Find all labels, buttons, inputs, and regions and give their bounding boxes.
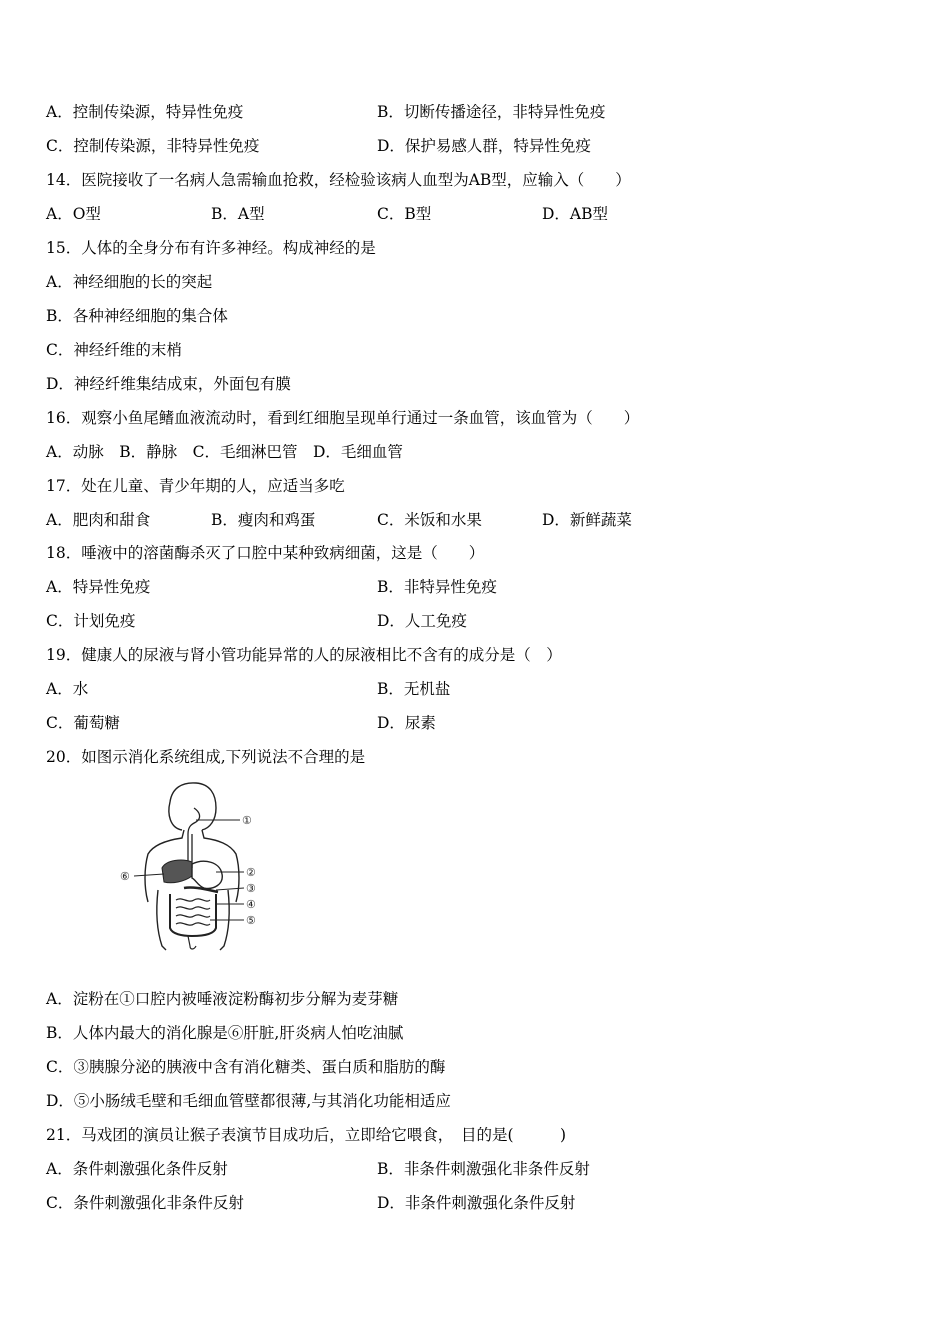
figure-label-6: ⑥ [120,870,130,883]
q19-option-a: A．水 [46,680,89,698]
small-intestine [176,899,210,949]
q17-option-a: A．肥肉和甜食 [46,511,151,529]
esophagus [188,808,200,868]
q18-option-c: C．计划免疫 [46,612,136,630]
q13-option-d: D．保护易感人群，特异性免疫 [377,137,591,155]
q19-option-b: B．无机盐 [377,680,451,698]
q16-options: A．动脉 B．静脉 C．毛细淋巴管 D．毛细血管 [46,443,403,461]
q21-stem: 21．马戏团的演员让猴子表演节目成功后，立即给它喂食， 目的是( ) [46,1126,567,1144]
q14-option-d: D．AB型 [542,205,609,223]
q15-stem: 15．人体的全身分布有许多神经。构成神经的是 [46,239,376,257]
q14-option-a: A．O型 [46,205,101,223]
q13-option-c: C．控制传染源，非特异性免疫 [46,137,260,155]
q18-stem: 18．唾液中的溶菌酶杀灭了口腔中某种致病细菌，这是（ ） [46,544,485,562]
q15-option-a: A．神经细胞的长的突起 [46,273,213,291]
q19-option-d: D．尿素 [377,714,436,732]
q18-option-d: D．人工免疫 [377,612,467,630]
q19-stem: 19．健康人的尿液与肾小管功能异常的人的尿液相比不含有的成分是（ ） [46,646,562,664]
q18-option-a: A．特异性免疫 [46,578,151,596]
q17-option-c: C．米饭和水果 [377,511,482,529]
q21-option-a: A．条件刺激强化条件反射 [46,1160,228,1178]
q14-option-c: C．B型 [377,205,432,223]
q13-option-b: B．切断传播途径，非特异性免疫 [377,103,606,121]
q14-stem: 14．医院接收了一名病人急需输血抢救，经检验该病人血型为AB型，应输入（ ） [46,171,631,189]
liver [162,860,192,883]
q20-option-c: C．③胰腺分泌的胰液中含有消化糖类、蛋白质和脂肪的酶 [46,1058,446,1076]
q14-option-b: B．A型 [211,205,265,223]
q17-stem: 17．处在儿童、青少年期的人，应适当多吃 [46,477,345,495]
figure-label-3: ③ [246,882,256,895]
digestive-system-figure [112,778,272,956]
figure-label-4: ④ [246,898,256,911]
q13-option-a: A．控制传染源，特异性免疫 [46,103,244,121]
q15-option-b: B．各种神经细胞的集合体 [46,307,228,325]
figure-label-2: ② [246,866,256,879]
q21-option-d: D．非条件刺激强化条件反射 [377,1194,576,1212]
q20-option-a: A．淀粉在①口腔内被唾液淀粉酶初步分解为麦芽糖 [46,990,399,1008]
q21-option-b: B．非条件刺激强化非条件反射 [377,1160,590,1178]
q20-option-b: B．人体内最大的消化腺是⑥肝脏,肝炎病人怕吃油腻 [46,1024,404,1042]
q16-stem: 16．观察小鱼尾鳍血液流动时，看到红细胞呈现单行通过一条血管，该血管为（ ） [46,409,640,427]
figure-label-1: ① [242,814,252,827]
q20-stem: 20．如图示消化系统组成,下列说法不合理的是 [46,748,366,766]
q15-option-d: D．神经纤维集结成束，外面包有膜 [46,375,291,393]
q19-option-c: C．葡萄糖 [46,714,120,732]
q18-option-b: B．非特异性免疫 [377,578,497,596]
figure-label-5: ⑤ [246,914,256,927]
q17-option-d: D．新鲜蔬菜 [542,511,632,529]
q20-option-d: D．⑤小肠绒毛壁和毛细血管壁都很薄,与其消化功能相适应 [46,1092,451,1110]
q21-option-c: C．条件刺激强化非条件反射 [46,1194,244,1212]
stomach [192,861,222,888]
q15-option-c: C．神经纤维的末梢 [46,341,182,359]
q17-option-b: B．瘦肉和鸡蛋 [211,511,316,529]
